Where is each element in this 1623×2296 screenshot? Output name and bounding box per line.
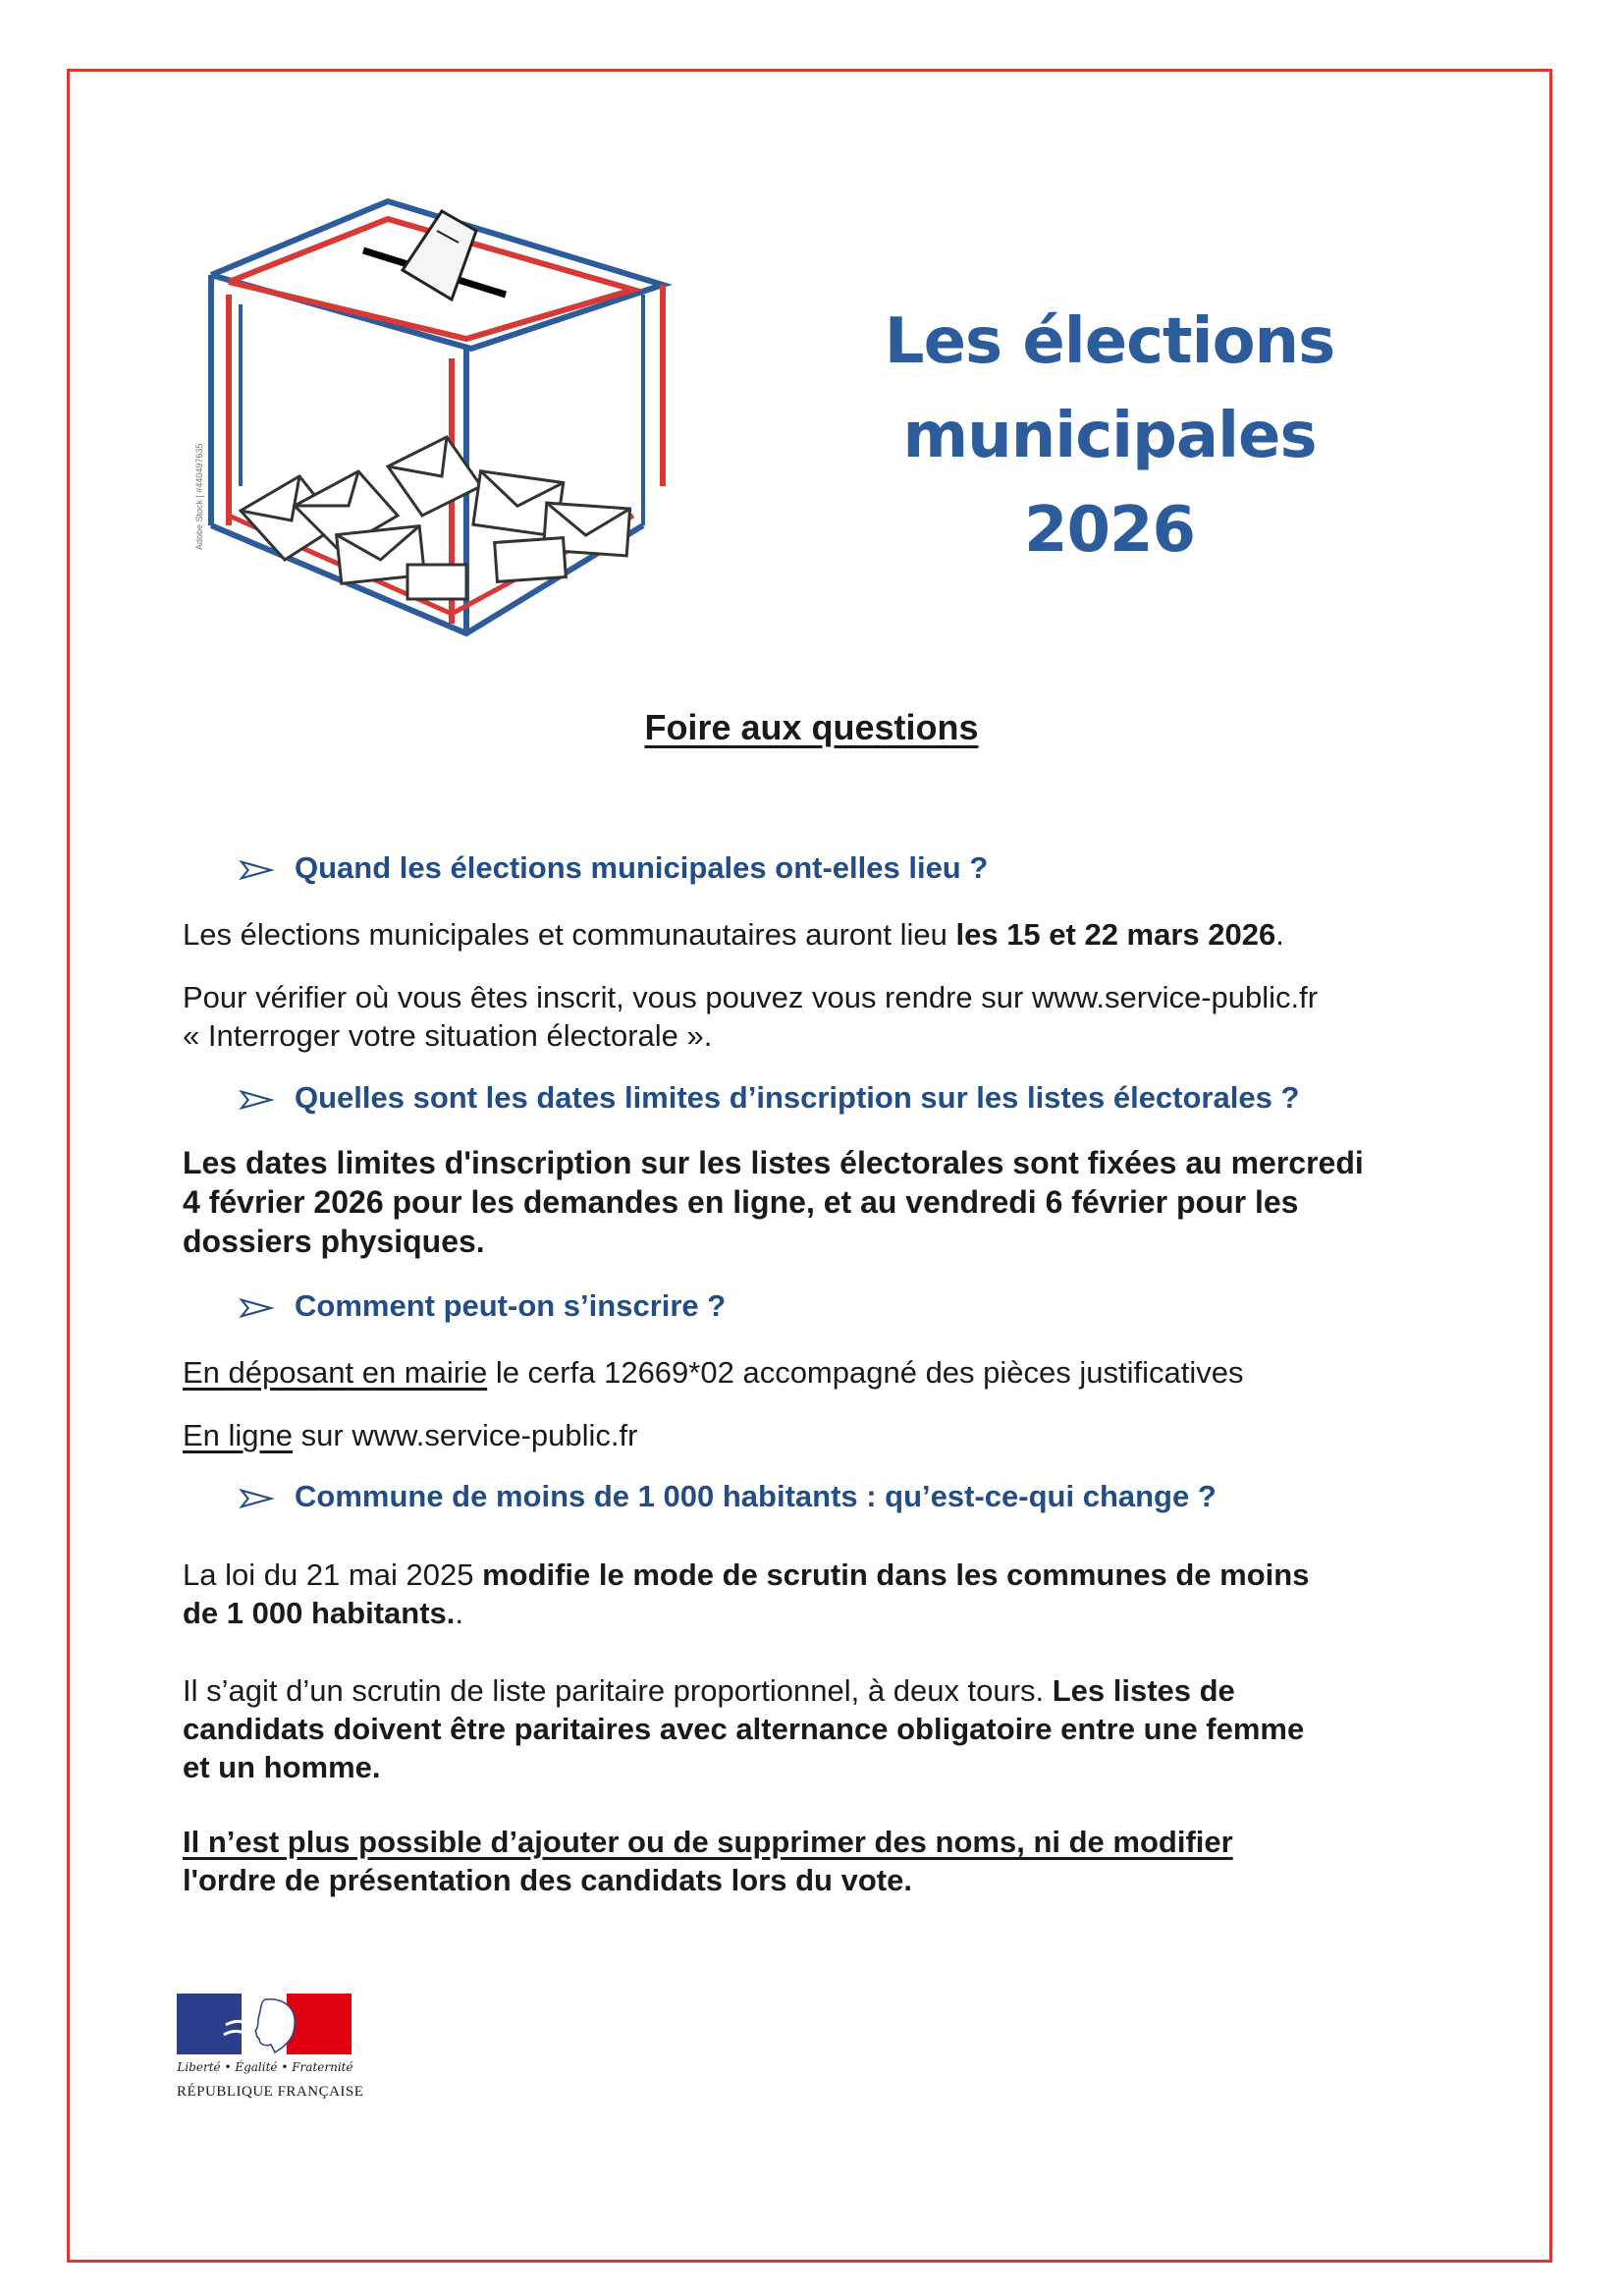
title-line-2: municipales	[902, 400, 1317, 472]
answer-4-scrutin	[183, 1671, 1439, 1786]
law-end: .	[455, 1596, 464, 1630]
answer-1-end: .	[1275, 917, 1284, 952]
mairie-label: En déposant en mairie	[183, 1355, 488, 1390]
question-3-text: Comment peut-on s’inscrire ?	[295, 1288, 727, 1323]
law-text: La loi du 21 mai 2025	[183, 1558, 483, 1592]
arrow-bullet-icon	[236, 1298, 277, 1318]
answer-2-line-2: 4 février 2026 pour les demandes en ligne, et au vendredi 6 février pour les	[183, 1184, 1299, 1220]
stock-credit: Adobe Stock | #440497635	[194, 443, 204, 550]
ballot-box-illustration	[201, 191, 682, 653]
answer-2	[183, 1143, 1439, 1261]
arrow-bullet-icon	[236, 860, 277, 880]
scrutin-bold-line-1: Les listes de	[1052, 1673, 1235, 1708]
answer-4-final	[183, 1823, 1439, 1899]
answer-1-dates	[183, 915, 1439, 954]
final-underlined-line: Il n’est plus possible d’ajouter ou de supprimer des noms, ni de modifier	[183, 1825, 1233, 1859]
faq-heading: Foire aux questions	[644, 707, 979, 747]
answer-4-law	[183, 1556, 1439, 1632]
question-3	[236, 1288, 726, 1324]
republic-motto: Liberté • Égalité • Fraternité	[177, 2060, 353, 2074]
title-line-1: Les élections	[884, 305, 1335, 378]
answer-3-online	[183, 1416, 1439, 1454]
question-4	[236, 1479, 1217, 1514]
final-line-2: l'ordre de présentation des candidats lors du vote.	[183, 1863, 912, 1897]
law-bold-line-1: modifie le mode de scrutin dans les communes de moins	[482, 1558, 1310, 1592]
arrow-bullet-icon	[236, 1090, 277, 1110]
answer-2-line-1: Les dates limites d'inscription sur les listes électorales sont fixées au mercredi	[183, 1145, 1364, 1180]
page-title	[864, 295, 1355, 577]
answer-1-bold: les 15 et 22 mars 2026	[955, 917, 1276, 952]
law-bold-line-2: de 1 000 habitants.	[183, 1596, 456, 1630]
scrutin-text: Il s’agit d’un scrutin de liste paritaire proportionnel, à deux tours.	[183, 1673, 1053, 1708]
answer-1-check	[183, 978, 1439, 1055]
online-label: En ligne	[183, 1418, 294, 1452]
scrutin-bold-line-2: candidats doivent être paritaires avec alternance obligatoire entre une femme	[183, 1712, 1305, 1746]
answer-1-check-line-2: « Interroger votre situation électorale ».	[183, 1018, 713, 1053]
scrutin-bold-line-3: et un homme.	[183, 1750, 381, 1784]
question-2-text: Quelles sont les dates limites d’inscription sur les listes électorales ?	[295, 1080, 1300, 1115]
online-text: sur www.service-public.fr	[293, 1418, 638, 1452]
marianne-profile-icon	[216, 1995, 314, 2054]
question-2	[236, 1080, 1299, 1116]
republic-name: RÉPUBLIQUE FRANÇAISE	[177, 2084, 364, 2100]
answer-1-check-line-1: Pour vérifier où vous êtes inscrit, vous pouvez vous rendre sur www.service-public.fr	[183, 980, 1319, 1014]
question-1	[236, 850, 988, 886]
answer-1-text: Les élections municipales et communautaires auront lieu	[183, 917, 956, 952]
answer-2-line-3: dossiers physiques.	[183, 1224, 485, 1259]
question-4-text: Commune de moins de 1 000 habitants : qu’est-ce-qui change ?	[295, 1479, 1217, 1513]
question-1-text: Quand les élections municipales ont-elles lieu ?	[295, 850, 989, 885]
arrow-bullet-icon	[236, 1489, 277, 1508]
title-line-3: 2026	[1023, 494, 1196, 567]
answer-3-mairie	[183, 1353, 1439, 1392]
mairie-text: le cerfa 12669*02 accompagné des pièces justificatives	[487, 1355, 1244, 1390]
